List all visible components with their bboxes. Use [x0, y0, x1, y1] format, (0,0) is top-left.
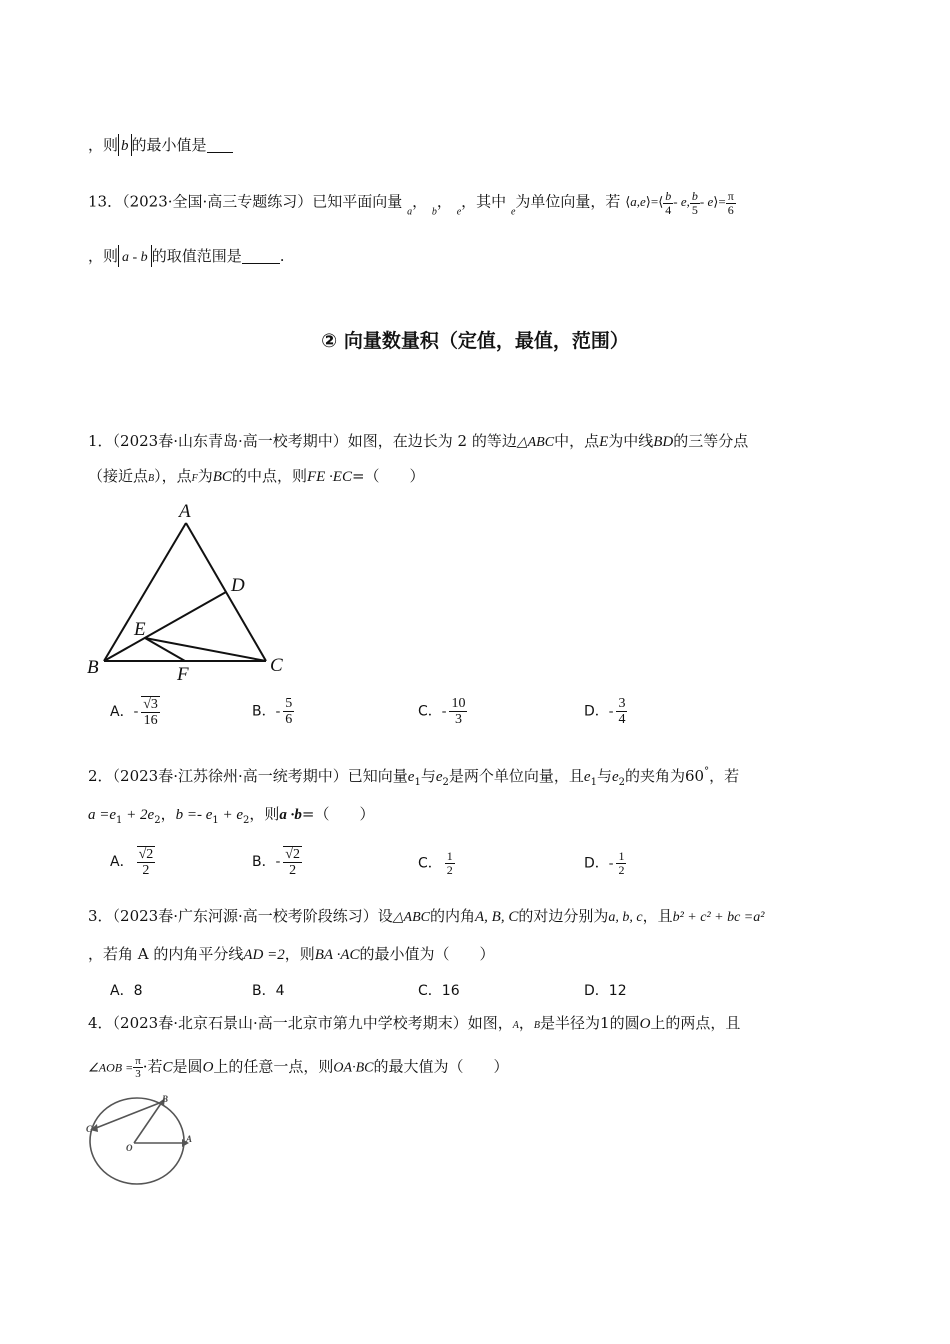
p4-angle: ∠AOB = — [88, 1060, 134, 1075]
p4-line1 — [88, 1012, 740, 1037]
p2-eq-b2: + e — [218, 807, 244, 823]
p1-seg-bc: BC — [212, 469, 232, 485]
option-label: D． — [584, 983, 609, 999]
option-label: D． — [584, 855, 609, 872]
q13-tail: 的取值范围是 — [151, 247, 242, 265]
p2-line1 — [88, 761, 739, 794]
q13-condition: ⟨a,e⟩=⟨ $\frac{b}{4}$ - e, $\frac{b}{5}$ - e⟩= $\frac{\pi}{6}$ — [625, 189, 734, 217]
q13-vec-b: b — [431, 206, 437, 218]
p4-line2 — [88, 1055, 509, 1080]
option-den: 2 — [618, 863, 625, 877]
p3-text-c: 的对边分别为 — [518, 907, 609, 925]
q13-f2-den: 5 — [691, 203, 698, 217]
p2-line2 — [88, 803, 374, 832]
p2-and-b: 与 — [596, 767, 612, 785]
p2-text-e: ，则 — [249, 805, 280, 823]
q13-unit-text: 为单位向量，若 — [515, 192, 621, 211]
segment-cb — [96, 1102, 162, 1128]
p2-eq-b-sub1: 1 — [212, 815, 219, 826]
p1-text-d: 的三等分点 — [673, 432, 749, 450]
p1-point-f: F — [191, 473, 198, 484]
p4-text-c: 的圆 — [609, 1014, 640, 1032]
answer-blank — [242, 249, 280, 264]
p4-text-h: 的最大值为（ ） — [373, 1057, 509, 1076]
q13-end: . — [279, 247, 285, 265]
q12-tail-line — [88, 134, 233, 157]
triangle-figure — [84, 498, 294, 688]
section-title: ② 向量数量积（定值，最值，范围） — [321, 330, 629, 352]
option-num: √3 — [143, 697, 158, 712]
q12-var-b: b — [121, 138, 129, 154]
p2-sub2-b: 2 — [618, 777, 625, 788]
option-den: 16 — [143, 713, 158, 728]
p1-point-b: B — [148, 473, 155, 484]
option-value: 16 — [441, 983, 460, 999]
p2-eq-a2: + 2e — [122, 807, 155, 823]
q12-lead: ，则 — [88, 136, 119, 154]
p1-text-g: 为 — [197, 467, 213, 485]
q13-vec-a: a — [407, 206, 413, 218]
q13-vec-e2: e — [510, 206, 516, 218]
answer-blank — [207, 138, 233, 153]
p3-ad: AD =2 — [243, 947, 285, 963]
p2-eq-b: b =- e — [175, 807, 213, 823]
option-den: 3 — [454, 712, 462, 727]
circle-o — [90, 1098, 184, 1184]
p2-expression: a ·b — [279, 807, 302, 823]
q13-sep: ， — [412, 192, 428, 211]
q13-line1 — [88, 190, 736, 223]
p3-text-f: ，则 — [284, 945, 315, 963]
p3-triangle: △ABC — [392, 910, 430, 925]
option-num: 5 — [285, 696, 293, 711]
q13-lead2: ，则 — [88, 247, 119, 265]
p2-option-a[interactable] — [110, 846, 155, 878]
q13-cond-eq: = — [650, 194, 659, 210]
option-num: 1 — [618, 849, 625, 863]
label-c: C — [86, 1124, 93, 1134]
p2-text-b: 是两个单位向量，且 — [448, 767, 584, 785]
p1-text-h: 的中点，则 — [231, 467, 307, 485]
p2-sub1-b: 1 — [590, 777, 597, 788]
p3-number: 3． — [88, 907, 113, 925]
option-label: A． — [110, 854, 134, 870]
p3-text-e: ，若角 A 的内角平分线 — [88, 945, 244, 963]
option-den: 2 — [289, 863, 297, 878]
circle-figure — [82, 1092, 202, 1192]
p3-expression: BA ·AC — [314, 947, 360, 963]
p2-e2-b: e — [611, 769, 619, 785]
p4-sep: ， — [518, 1014, 534, 1032]
q13-abs-expr: a - b — [122, 250, 148, 265]
p3-text-g: 的最小值为（ ） — [359, 945, 495, 963]
q13-number: 13． — [88, 192, 123, 211]
label-e: E — [134, 619, 146, 640]
q13-cond-lhs: a,e — [630, 194, 646, 210]
p4-text-f: 是圆 — [172, 1057, 203, 1076]
p2-sep: ， — [160, 805, 176, 823]
p1-text-i: =（ ） — [351, 467, 425, 485]
p2-text-d: ，若 — [709, 767, 740, 785]
p2-and: 与 — [420, 767, 436, 785]
label-o: O — [126, 1143, 133, 1153]
p4-point-o: O — [639, 1016, 651, 1032]
option-label: C． — [418, 703, 442, 720]
p1-option-d[interactable] — [584, 696, 627, 727]
q13-vec-e: e — [456, 206, 462, 218]
p1-line2 — [88, 465, 425, 490]
p2-text-a: （2023春·江苏徐州·高一统考期中）已知向量 — [112, 767, 408, 785]
p2-eq-a-sub2: 2 — [154, 815, 161, 826]
p2-sub1: 1 — [414, 777, 421, 788]
label-d: D — [231, 575, 245, 596]
q13-e2: e — [707, 194, 714, 210]
p3-option-b[interactable] — [252, 980, 285, 1000]
p2-eq-a: a =e — [88, 807, 117, 823]
p1-option-b[interactable] — [252, 696, 294, 727]
p4-text-b: 是半径为 — [540, 1014, 601, 1032]
q13-minus1: - — [673, 194, 678, 210]
p1-text-c: 为中线 — [608, 432, 654, 450]
option-label: D． — [584, 703, 609, 720]
q12-tail-text: 的最小值是 — [131, 136, 207, 154]
p2-e1-b: e — [583, 769, 591, 785]
p3-option-c[interactable] — [418, 980, 460, 1000]
p3-sides: a, b, c — [608, 910, 643, 925]
p1-text-b: 中，点 — [554, 432, 600, 450]
option-den: 4 — [618, 712, 626, 727]
q13-mid: ，其中 — [461, 192, 507, 211]
label-f: F — [177, 664, 189, 685]
p3-line1 — [88, 905, 764, 929]
option-label: B． — [252, 703, 276, 720]
p3-text-a: （2023春·广东河源·高一校考阶段练习）设 — [112, 907, 393, 925]
option-neg: - — [441, 703, 447, 719]
p4-pi-den: 3 — [135, 1068, 141, 1080]
p2-option-b[interactable] — [252, 846, 302, 878]
q13-f1-den: 4 — [665, 203, 672, 217]
option-den: 2 — [142, 863, 150, 878]
p1-line1 — [88, 430, 748, 454]
p3-option-a[interactable] — [110, 980, 143, 1000]
option-value: 4 — [275, 983, 285, 999]
p2-text-c: 的夹角为 — [625, 767, 686, 785]
option-num: 10 — [451, 696, 466, 711]
option-label: A． — [110, 983, 134, 999]
p3-text-d: ，且 — [642, 907, 673, 925]
p4-point-a: A — [512, 1020, 519, 1031]
option-neg: - — [275, 703, 281, 719]
p2-angle: 60 — [685, 767, 705, 785]
option-label: C． — [418, 855, 442, 872]
option-den: 2 — [446, 863, 453, 877]
p1-point-e: E — [599, 434, 609, 450]
p4-point-o2: O — [202, 1059, 214, 1076]
option-label: B． — [252, 854, 276, 870]
p1-text-e: （接近点 — [88, 467, 149, 485]
p4-expression: OA·BC — [333, 1060, 374, 1076]
p2-eq-a-sub1: 1 — [116, 815, 123, 826]
p1-option-a[interactable] — [110, 696, 160, 728]
p2-option-c[interactable] — [418, 850, 455, 877]
label-b: B — [87, 657, 99, 678]
p1-text-f: ），点 — [154, 467, 192, 485]
label-b: B — [162, 1094, 169, 1104]
option-label: B． — [252, 983, 276, 999]
q13-f2-num: b — [691, 189, 698, 203]
p2-option-d[interactable] — [584, 850, 626, 877]
option-value: 12 — [608, 983, 627, 999]
q13-source: （2023·全国·高三专题练习）已知平面向量 — [122, 192, 403, 211]
option-neg: - — [275, 854, 281, 869]
p2-eq-b-sub2: 2 — [243, 815, 250, 826]
label-a: A — [179, 501, 191, 522]
q13-pi-den: 6 — [727, 203, 734, 217]
option-value: 8 — [133, 983, 143, 999]
option-label: A． — [110, 704, 134, 720]
p2-text-f: =（ ） — [301, 805, 375, 823]
option-neg: - — [608, 703, 614, 719]
p2-e1: e — [407, 769, 415, 785]
p4-pi-num: π — [135, 1055, 141, 1067]
option-label: C． — [418, 983, 442, 999]
p4-radius: 1 — [600, 1014, 610, 1032]
p2-degree: ° — [704, 766, 710, 777]
p1-option-c[interactable] — [418, 696, 467, 727]
p3-equation: b² + c² + bc =a² — [672, 910, 765, 925]
p4-text-g: 上的任意一点，则 — [213, 1057, 334, 1076]
label-c: C — [270, 655, 283, 676]
p1-triangle: △ABC — [516, 435, 555, 450]
edge-ab — [104, 523, 186, 661]
p3-option-d[interactable] — [584, 980, 627, 1000]
option-den: 6 — [285, 712, 293, 727]
p4-text-e: ·若 — [142, 1057, 163, 1076]
p2-number: 2． — [88, 767, 113, 785]
p4-number: 4． — [88, 1014, 113, 1032]
q13-f1-num: b — [665, 189, 672, 203]
p3-line2 — [88, 943, 495, 966]
p4-text-a: （2023春·北京石景山·高一北京市第九中学校考期末）如图， — [112, 1014, 513, 1032]
p2-sub2: 2 — [442, 777, 449, 788]
option-neg: - — [608, 855, 614, 871]
p1-expression: FE ·EC — [306, 469, 352, 485]
option-num: √2 — [285, 847, 300, 862]
p4-point-b: B — [533, 1020, 540, 1031]
q13-minus2: - — [699, 194, 705, 210]
p1-seg-bd: BD — [653, 434, 674, 450]
p3-text-b: 的内角 — [429, 907, 475, 925]
p1-number: 1． — [88, 432, 113, 450]
q13-line2 — [88, 245, 284, 269]
q13-pi-num: π — [727, 189, 734, 203]
p4-text-d: 上的两点，且 — [650, 1014, 741, 1032]
option-neg: - — [133, 704, 139, 719]
q13-sep2: ， — [436, 192, 452, 211]
p4-point-c: C — [162, 1059, 173, 1076]
q13-e1: e, — [680, 194, 690, 210]
p1-text-a: （2023春·山东青岛·高一校考期中）如图，在边长为 2 的等边 — [112, 432, 517, 450]
label-a: A — [186, 1134, 193, 1144]
p3-angles: A, B, C — [475, 909, 519, 925]
option-num: 1 — [446, 849, 453, 863]
p2-e2: e — [435, 769, 443, 785]
option-num: 3 — [618, 696, 626, 711]
option-num: √2 — [138, 847, 154, 862]
